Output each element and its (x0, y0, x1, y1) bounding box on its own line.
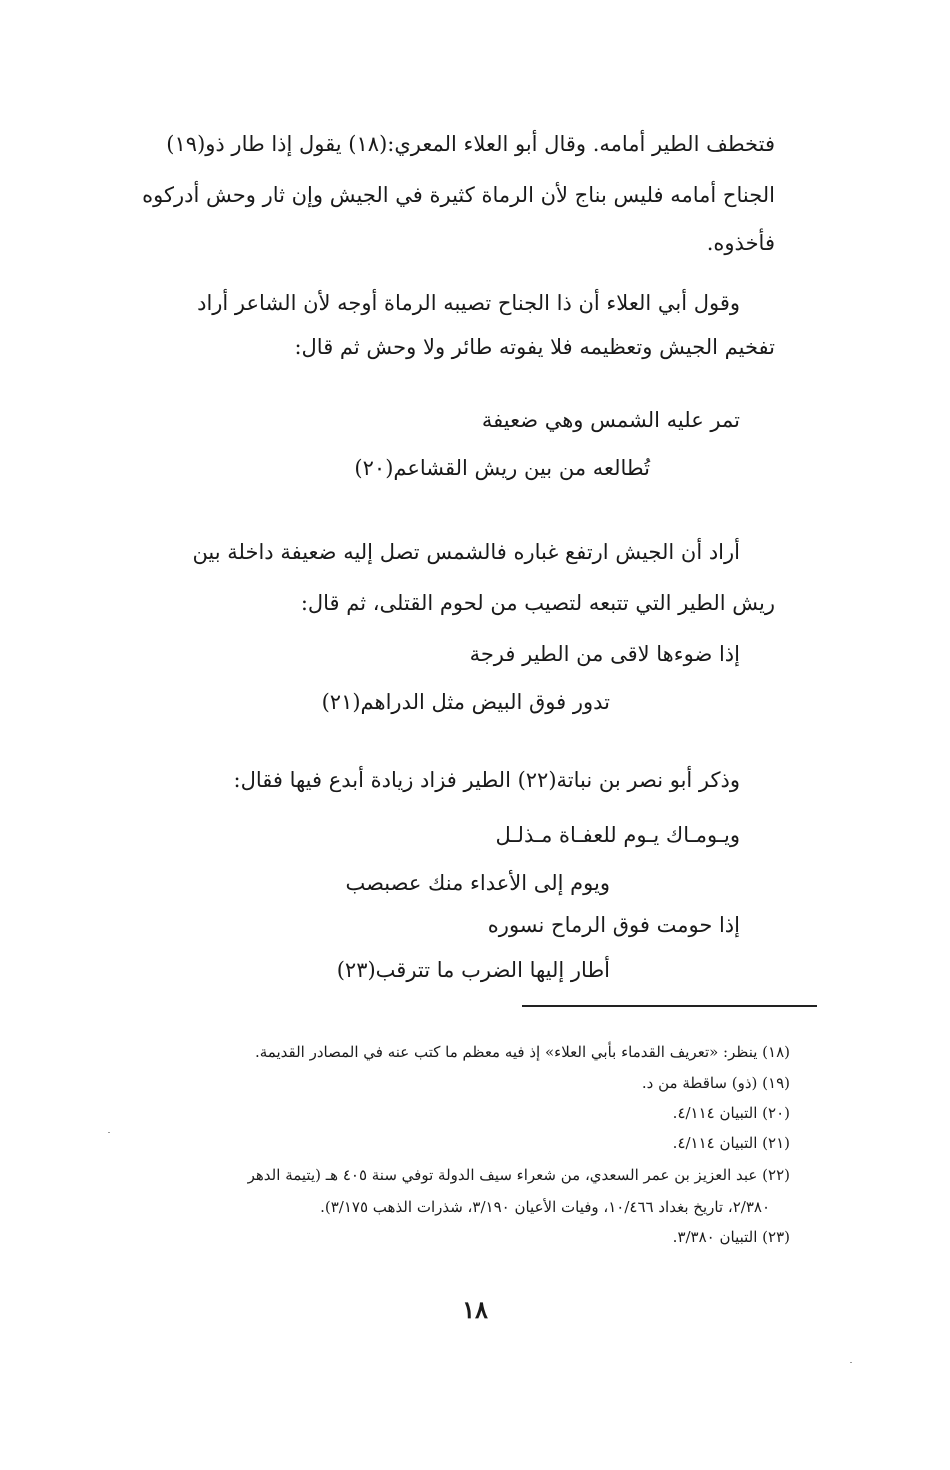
scan-speck (850, 1362, 852, 1363)
footnote-23: (٢٣) التبيان ٣/٣٨٠. (672, 1228, 790, 1246)
footnote-22-line-2: ٢/٣٨٠، تاريخ بغداد ١٠/٤٦٦، وفيات الأعيان ٣/١٩٠، شذرات الذهب ٣/١٧٥). (320, 1198, 770, 1216)
verse-1-hemistich-1: تمر عليه الشمس وهي ضعيفة (481, 408, 740, 432)
footnote-separator (522, 1005, 817, 1007)
verse-3-line-1: ويـومـاك يـوم للعفـاة مـذلـل (495, 823, 740, 847)
footnote-20: (٢٠) التبيان ٤/١١٤. (672, 1104, 790, 1122)
paragraph-1-line-1: فتخطف الطير أمامه. وقال أبو العلاء المعري:(١٨) يقول إذا طار ذو(١٩) (166, 132, 775, 156)
paragraph-1-line-2: الجناح أمامه فليس بناج لأن الرماة كثيرة في الجيش وإن ثار وحش أدركوه (142, 183, 775, 207)
verse-1-hemistich-2: تُطالعه من بين ريش القشاعم(٢٠) (354, 456, 650, 480)
footnote-21: (٢١) التبيان ٤/١١٤. (672, 1134, 790, 1152)
paragraph-3-line-1: أراد أن الجيش ارتفع غباره فالشمس تصل إليه ضعيفة داخلة بين (192, 540, 740, 564)
paragraph-3-line-2: ريش الطير التي تتبعه لتصيب من لحوم القتلى، ثم قال: (300, 591, 775, 615)
footnote-22-line-1: (٢٢) عبد العزيز بن عمر السعدي، من شعراء سيف الدولة توفي سنة ٤٠٥ هـ (يتيمة الدهر (247, 1166, 790, 1184)
verse-2-hemistich-2: تدور فوق البيض مثل الدراهم(٢١) (321, 690, 610, 714)
footnote-19: (١٩) (ذو) ساقطة من د. (641, 1074, 790, 1092)
footnote-18: (١٨) ينظر: «تعريف القدماء بأبي العلاء» إذ فيه معظم ما كتب عنه في المصادر القديمة. (254, 1043, 790, 1061)
paragraph-2-line-1: وقول أبي العلاء أن ذا الجناح تصيبه الرماة أوجه لأن الشاعر أراد (197, 291, 740, 315)
paragraph-2-line-2: تفخيم الجيش وتعظيمه فلا يفوته طائر ولا وحش ثم قال: (294, 335, 775, 359)
verse-2-hemistich-1: إذا ضوءها لاقى من الطير فرجة (469, 642, 740, 666)
paragraph-4-line-1: وذكر أبو نصر بن نباتة(٢٢) الطير فزاد زيادة أبدع فيها فقال: (233, 768, 740, 792)
verse-3-line-4: أطار إليها الضرب ما تترقب(٢٣) (336, 958, 610, 982)
scan-speck (108, 1132, 110, 1133)
verse-3-line-2: ويوم إلى الأعداء منك عصبصب (345, 871, 610, 895)
page-number: ١٨ (462, 1295, 488, 1324)
paragraph-1-line-3: فأخذوه. (706, 231, 775, 255)
verse-3-line-3: إذا حومت فوق الرماح نسوره (487, 913, 740, 937)
